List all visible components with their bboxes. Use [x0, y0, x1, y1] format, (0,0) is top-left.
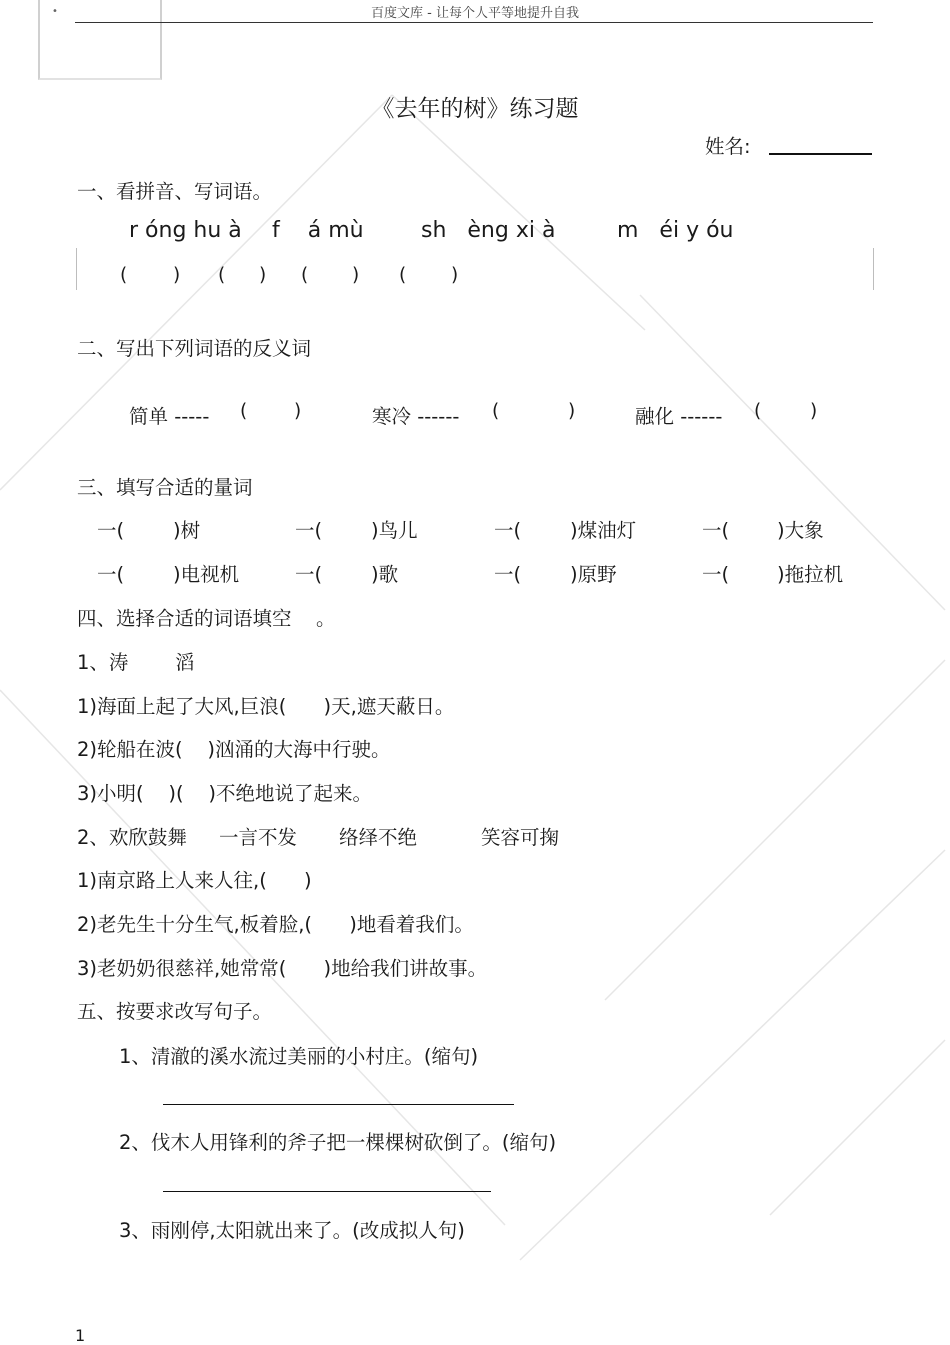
measure-word-blank: 一( [295, 563, 323, 586]
blank-paren: ( [218, 265, 226, 286]
measure-word-noun: )原野 [570, 563, 617, 586]
blank-paren: ( [120, 265, 128, 286]
antonym-word-2: 寒冷 ------ [372, 405, 460, 428]
answer-line-2 [163, 1191, 491, 1192]
name-underline [769, 153, 872, 155]
measure-word-blank: 一( [494, 519, 522, 542]
blank-paren: ( [399, 265, 407, 286]
section4-heading: 四、选择合适的词语填空 [77, 607, 292, 630]
measure-word-blank: 一( [97, 563, 125, 586]
section4-heading-end: 。 [316, 607, 336, 630]
blank-paren: ( [492, 401, 500, 422]
measure-word-noun: )煤油灯 [570, 519, 637, 542]
header-dot: • [52, 6, 58, 17]
measure-word-blank: 一( [702, 563, 730, 586]
pinyin-3: sh èng xi à [421, 218, 556, 243]
group2-item: 2)老先生十分生气,板着脸,( )地看着我们。 [77, 913, 474, 936]
answer-line-1 [163, 1104, 514, 1105]
pinyin-1: r óng hu à [129, 218, 242, 243]
blank-paren: ) [173, 265, 181, 286]
blank-paren: ) [568, 401, 576, 422]
blank-paren: ) [259, 265, 267, 286]
group1-item: 1)海面上起了大风,巨浪( )天,遮天蔽日。 [77, 695, 455, 718]
header-rule [75, 22, 873, 23]
measure-word-blank: 一( [295, 519, 323, 542]
blank-paren: ) [810, 401, 818, 422]
blank-paren: ( [754, 401, 762, 422]
group1-item: 2)轮船在波( )汹涌的大海中行驶。 [77, 738, 391, 761]
page-title: 《去年的树》练习题 [371, 96, 579, 122]
rewrite-item-1: 1、清澈的溪水流过美丽的小村庄。(缩句) [119, 1045, 479, 1068]
page-number: 1 [75, 1326, 86, 1345]
blank-paren: ( [301, 265, 309, 286]
measure-word-noun: )歌 [371, 563, 399, 586]
measure-word-noun: )鸟儿 [371, 519, 418, 542]
measure-word-noun: )树 [173, 519, 201, 542]
pinyin-2: f á mù [272, 218, 364, 243]
section3-heading: 三、填写合适的量词 [77, 476, 253, 499]
group2-word: 2、欢欣鼓舞 [77, 826, 187, 849]
pinyin-4: m éi y óu [617, 218, 734, 243]
blank-paren: ) [352, 265, 360, 286]
pinyin-answer-box [76, 248, 874, 290]
section5-heading: 五、按要求改写句子。 [77, 1000, 273, 1023]
name-label: 姓名: [705, 135, 751, 158]
group2-item: 1)南京路上人来人往,( ) [77, 869, 312, 892]
group2-word: 一言不发 [219, 826, 298, 849]
blank-paren: ) [451, 265, 459, 286]
blank-paren: ) [294, 401, 302, 422]
blank-paren: ( [240, 401, 248, 422]
group1-word2: 滔 [175, 651, 195, 674]
measure-word-blank: 一( [702, 519, 730, 542]
group2-word: 笑容可掬 [481, 826, 560, 849]
group1-item: 3)小明( )( )不绝地说了起来。 [77, 782, 373, 805]
measure-word-noun: )电视机 [173, 563, 240, 586]
measure-word-noun: )拖拉机 [777, 563, 844, 586]
section2-heading: 二、写出下列词语的反义词 [77, 337, 312, 360]
measure-word-blank: 一( [494, 563, 522, 586]
antonym-word-1: 简单 ----- [129, 405, 210, 428]
rewrite-item-2: 2、伐木人用锋利的斧子把一棵棵树砍倒了。(缩句) [119, 1131, 557, 1154]
group2-word: 络绎不绝 [339, 826, 418, 849]
measure-word-noun: )大象 [777, 519, 824, 542]
rewrite-item-3: 3、雨刚停,太阳就出来了。(改成拟人句) [119, 1219, 465, 1242]
header-site-text: 百度文库 - 让每个人平等地提升自我 [371, 6, 579, 21]
group2-item: 3)老奶奶很慈祥,她常常( )地给我们讲故事。 [77, 957, 488, 980]
group1-label: 1、涛 [77, 651, 129, 674]
section1-heading: 一、看拼音、写词语。 [77, 180, 273, 203]
antonym-word-3: 融化 ------ [635, 405, 723, 428]
measure-word-blank: 一( [97, 519, 125, 542]
